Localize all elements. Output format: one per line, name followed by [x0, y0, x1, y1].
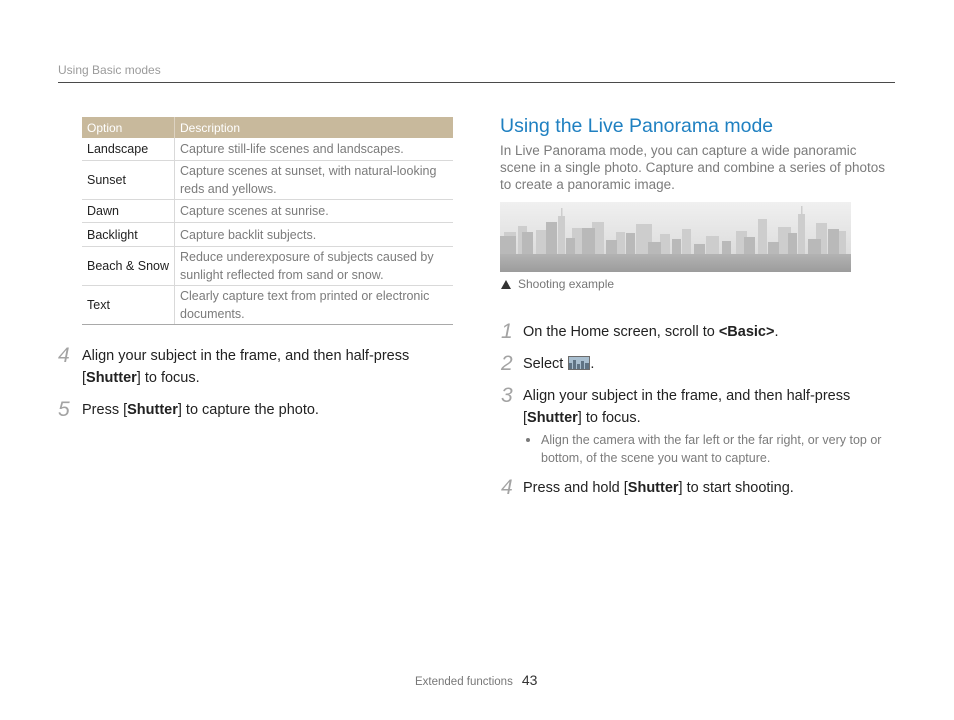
option-cell: Dawn — [82, 200, 175, 222]
live-panorama-mode-icon — [568, 356, 590, 370]
triangle-up-icon — [501, 280, 511, 289]
step-text-after: ] to focus. — [577, 410, 641, 426]
step-number: 4 — [501, 476, 513, 499]
shutter-key-label: Shutter — [527, 410, 578, 426]
page-number: 43 — [521, 672, 538, 688]
panorama-steps-list — [501, 321, 893, 509]
step-text — [523, 321, 893, 343]
section-header: Using Basic modes — [58, 63, 161, 77]
table-row — [82, 161, 453, 200]
header-divider — [58, 82, 895, 83]
step-body — [523, 321, 893, 343]
note-text: Align the camera with the far left or the far right, or very top or bottom, of the scene you want to capture. — [541, 433, 882, 465]
step-body — [523, 477, 893, 499]
panorama-example-image — [500, 202, 851, 272]
step-number: 1 — [501, 320, 513, 343]
table-row — [82, 286, 453, 325]
option-cell: Text — [82, 286, 175, 324]
option-cell: Landscape — [82, 138, 175, 160]
step-text-after: ] to start shooting. — [678, 480, 794, 496]
options-table — [82, 117, 453, 325]
shutter-key-label: Shutter — [627, 480, 679, 496]
intro-paragraph: In Live Panorama mode, you can capture a wide panoramic scene in a single photo. Capture and combine a series of photos to create a panoramic image. — [500, 143, 885, 192]
description-cell: Capture still-life scenes and landscapes. — [180, 142, 404, 156]
page-footer — [415, 672, 537, 688]
note-item — [523, 431, 893, 467]
step-text-after: . — [774, 324, 779, 340]
option-cell: Sunset — [82, 161, 175, 199]
description-cell: Capture scenes at sunset, with natural-looking reds and yellows. — [180, 164, 437, 196]
step-text — [523, 477, 893, 499]
image-caption — [501, 276, 614, 292]
step-text-before: Press and hold [ — [523, 480, 628, 496]
step-number: 3 — [501, 384, 513, 407]
left-steps-list — [58, 345, 422, 431]
step-text-after: ] to capture the photo. — [177, 402, 319, 418]
step-text — [82, 399, 422, 421]
table-header-row — [82, 117, 453, 138]
option-cell: Backlight — [82, 223, 175, 246]
step-body — [82, 345, 422, 389]
step-text-before: Align your subject in the frame, and then half-press [ — [523, 388, 851, 426]
table-row — [82, 138, 453, 161]
step-text — [523, 353, 893, 375]
option-cell: Beach & Snow — [82, 247, 175, 285]
table-row — [82, 247, 453, 286]
column-header-description: Description — [180, 120, 241, 135]
step-number: 5 — [58, 398, 70, 421]
section-title: Using the Live Panorama mode — [500, 115, 774, 137]
table-row — [82, 200, 453, 223]
step-text — [82, 345, 422, 389]
description-cell: Clearly capture text from printed or electronic documents. — [180, 289, 430, 321]
step-text — [523, 385, 893, 429]
panorama-ground — [500, 254, 851, 272]
step-number: 4 — [58, 344, 70, 367]
shutter-key-label: Shutter — [86, 370, 137, 386]
column-header-option: Option — [82, 117, 175, 138]
footer-section-name: Extended functions — [415, 676, 513, 688]
step-body — [523, 385, 893, 467]
step-text-before: On the Home screen, scroll to — [523, 324, 719, 340]
step-body — [523, 353, 893, 375]
step-text-after: . — [590, 356, 595, 372]
step-text-before: Align your subject in the frame, and then half-press [ — [82, 348, 410, 386]
table-row — [82, 223, 453, 247]
description-cell: Reduce underexposure of subjects caused by sunlight reflected from sand or snow. — [180, 250, 434, 282]
step-notes — [523, 431, 893, 467]
step-text-after: ] to focus. — [136, 370, 200, 386]
step — [58, 399, 422, 421]
description-cell: Capture scenes at sunrise. — [180, 204, 329, 218]
step — [58, 345, 422, 389]
step-text-before: Select — [523, 356, 568, 372]
bullet-icon — [526, 438, 530, 442]
step-body — [82, 399, 422, 421]
step-number: 2 — [501, 352, 513, 375]
step — [501, 321, 893, 343]
step — [501, 353, 893, 375]
step — [501, 477, 893, 499]
image-caption-text: Shooting example — [518, 277, 615, 291]
basic-menu-label: <Basic> — [718, 324, 775, 340]
step — [501, 385, 893, 467]
description-cell: Capture backlit subjects. — [180, 227, 317, 242]
shutter-key-label: Shutter — [127, 402, 178, 418]
step-text-before: Press [ — [82, 402, 128, 418]
